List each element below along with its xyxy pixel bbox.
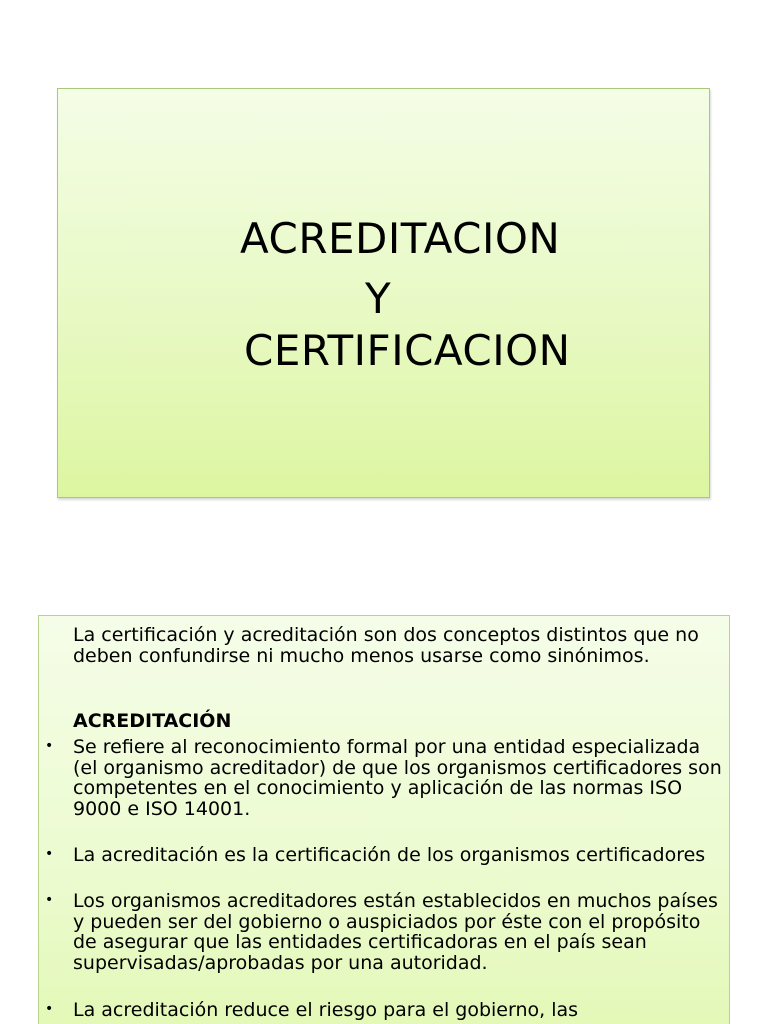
title-line-1: ACREDITACION xyxy=(240,214,561,263)
bullet-item-2: La acreditación es la certificación de los organismos certificadores xyxy=(73,844,706,866)
bullet-item-4: La acreditación reduce el riesgo para el gobierno, las xyxy=(73,999,579,1021)
intro-paragraph: La certificación y acreditación son dos conceptos distintos que no deben confundirse ni mucho menos usarse como sinónimos. xyxy=(73,624,699,667)
bullet-marker-1: • xyxy=(45,738,54,754)
title-slide xyxy=(57,88,710,498)
bullet-item-1: Se refiere al reconocimiento formal por una entidad especializada (el organismo acreditador) de que los organismos certificadores son competentes en el conocimiento y aplicación de las normas ISO 9000 e ISO 14001. xyxy=(73,736,722,820)
bullet-marker-3: • xyxy=(45,892,54,908)
title-line-3: CERTIFICACION xyxy=(244,326,571,375)
section-heading: ACREDITACIÓN xyxy=(73,710,232,732)
bullet-marker-2: • xyxy=(45,846,54,862)
title-line-2: Y xyxy=(365,274,392,323)
content-slide xyxy=(38,615,730,1024)
bullet-item-3: Los organismos acreditadores están establecidos en muchos países y pueden ser del gobierno o auspiciados por éste con el propósito de asegurar que las entidades certificadoras en el país sean supervisadas/aprobadas por una autoridad. xyxy=(73,890,718,974)
bullet-marker-4: • xyxy=(45,1001,54,1017)
